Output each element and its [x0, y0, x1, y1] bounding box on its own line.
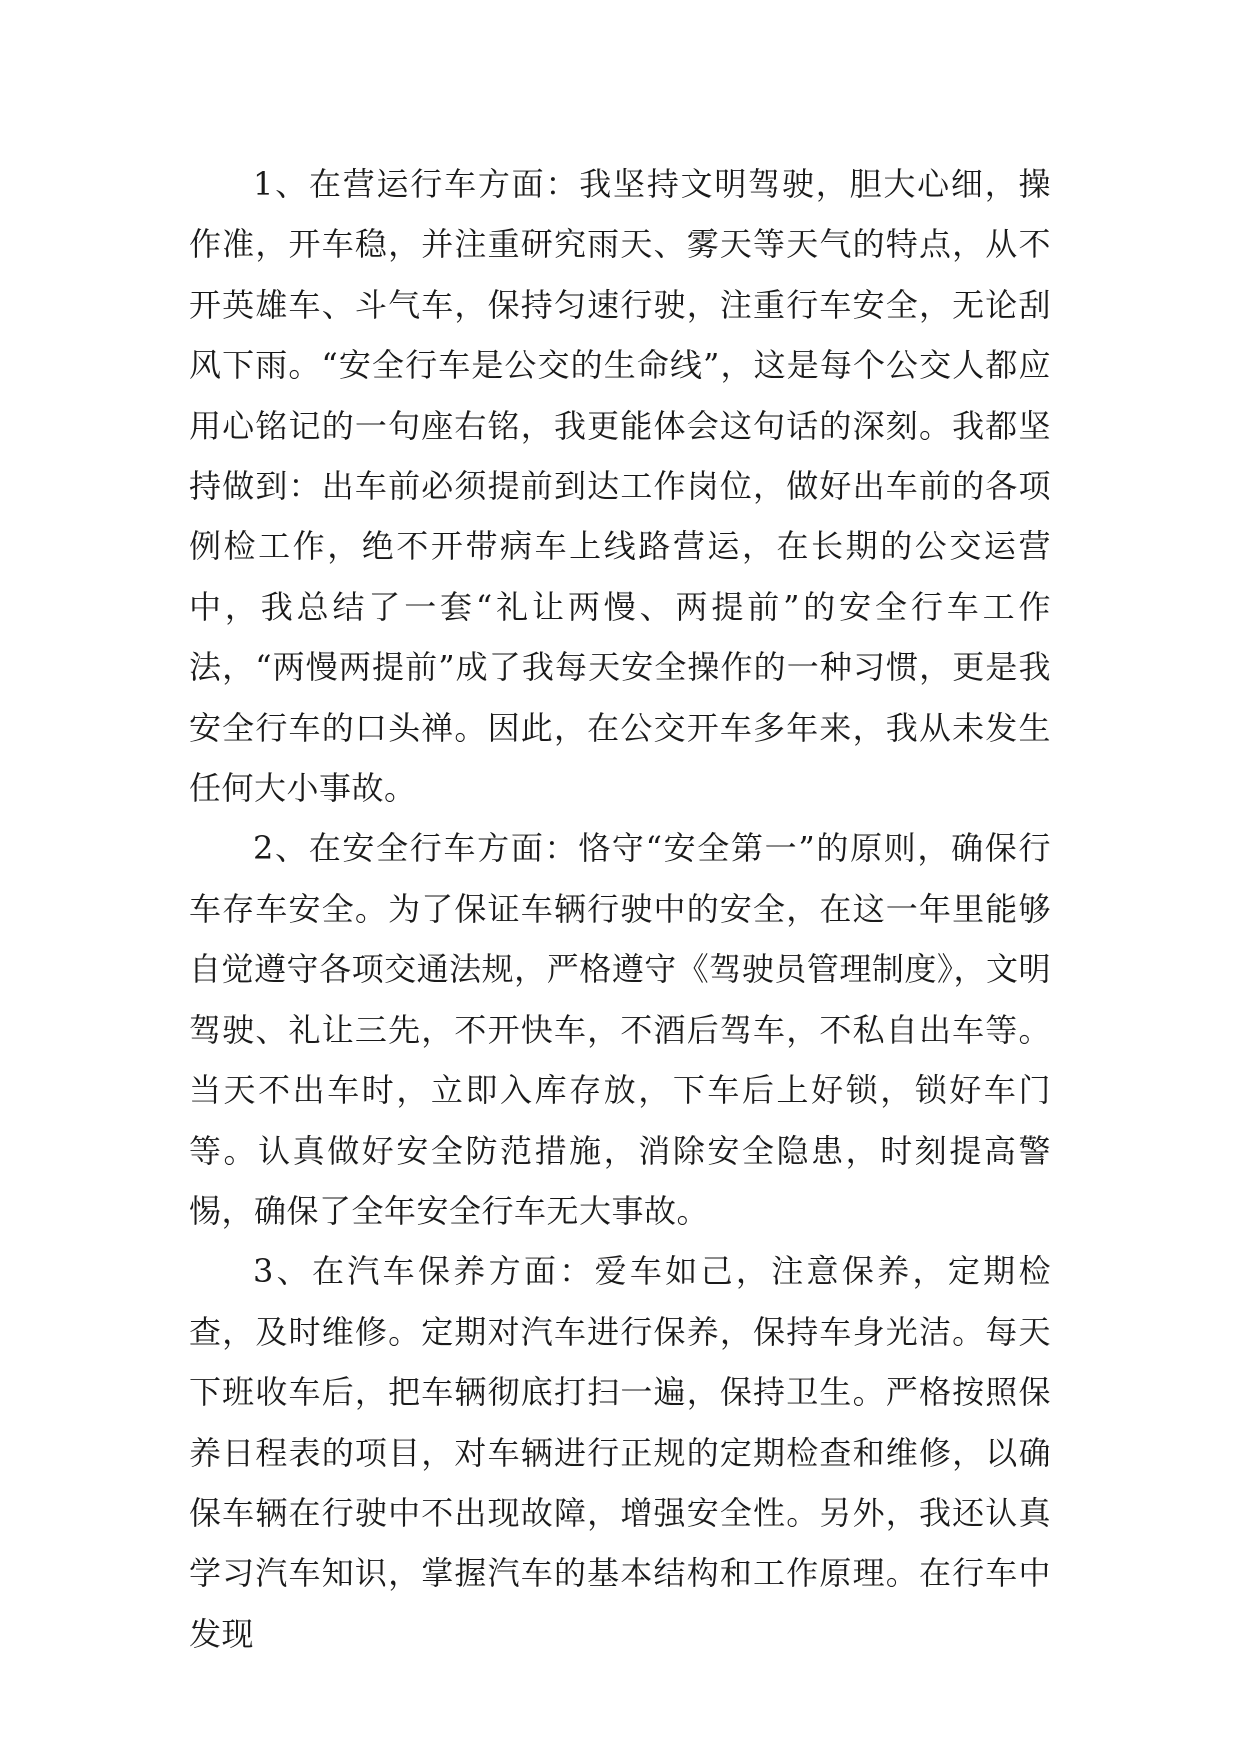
document-body [189, 154, 1051, 1664]
paragraph-driving-safety: 2、在安全行车方面：恪守“安全第一”的原则，确保行车存车安全。为了保证车辆行驶中的安全，在这一年里能够自觉遵守各项交通法规，严格遵守《驾驶员管理制度》，文明驾驶、礼让三先，不开快车，不酒后驾车，不私自出车等。当天不出车时，立即入库存放，下车后上好锁，锁好车门等。认真做好安全防范措施，消除安全隐患，时刻提高警惕，确保了全年安全行车无大事故。 [189, 829, 1051, 1230]
paragraph-driving-operations: 1、在营运行车方面：我坚持文明驾驶，胆大心细，操作准，开车稳，并注重研究雨天、雾天等天气的特点，从不开英雄车、斗气车，保持匀速行驶，注重行车安全，无论刮风下雨。“安全行车是公交的生命线”，这是每个公交人都应用心铭记的一句座右铭，我更能体会这句话的深刻。我都坚持做到：出车前必须提前到达工作岗位，做好出车前的各项例检工作，绝不开带病车上线路营运，在长期的公交运营中，我总结了一套“礼让两慢、两提前”的安全行车工作法，“两慢两提前”成了我每天安全操作的一种习惯，更是我安全行车的口头禅。因此，在公交开车多年来，我从未发生任何大小事故。 [189, 165, 1051, 808]
paragraph-vehicle-maintenance: 3、在汽车保养方面：爱车如己，注意保养，定期检查，及时维修。定期对汽车进行保养，保持车身光洁。每天下班收车后，把车辆彻底打扫一遍，保持卫生。严格按照保养日程表的项目，对车辆进行正规的定期检查和维修，以确保车辆在行驶中不出现故障，增强安全性。另外，我还认真学习汽车知识，掌握汽车的基本结构和工作原理。在行车中发现 [189, 1252, 1051, 1653]
